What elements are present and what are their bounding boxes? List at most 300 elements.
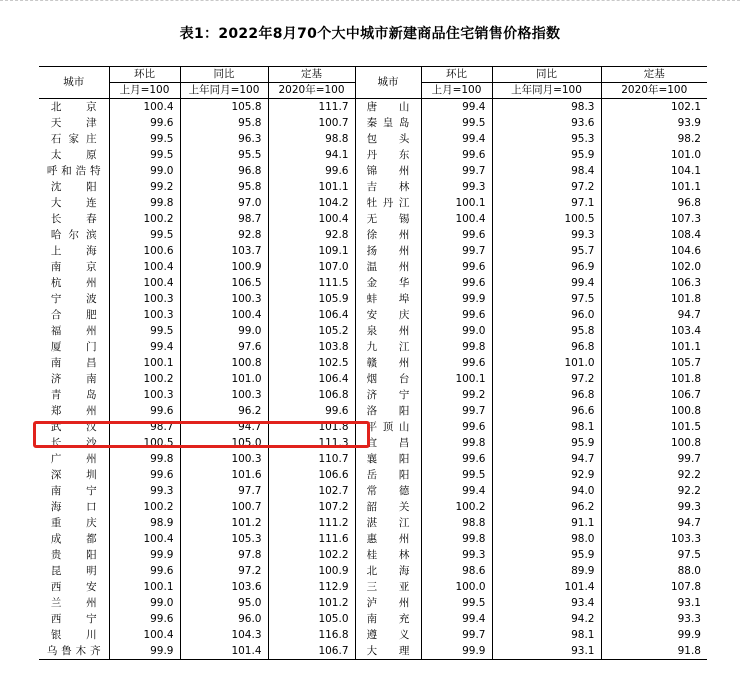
header-base-sub-left: 2020年=100 <box>268 83 355 99</box>
cell-mom-left: 100.3 <box>109 387 180 403</box>
cell-mom-right: 99.7 <box>421 403 492 419</box>
cell-city-left: 济 南 <box>50 373 97 385</box>
cell-mom-right: 99.3 <box>421 179 492 195</box>
cell-base-right: 104.1 <box>670 165 701 177</box>
cell-yoy-left: 96.3 <box>180 131 268 147</box>
cell-city-left: 银 川 <box>50 629 97 641</box>
cell-base-left: 92.8 <box>268 227 355 243</box>
cell-city-left-wrap <box>39 339 109 355</box>
cell-yoy-right: 93.6 <box>492 115 601 131</box>
cell-yoy-right: 98.4 <box>492 163 601 179</box>
header-mom-left: 环比 <box>109 67 180 83</box>
cell-yoy-right: 98.3 <box>492 99 601 116</box>
cell-city-left: 长 沙 <box>50 437 97 449</box>
cell-mom-right: 99.6 <box>421 259 492 275</box>
cell-mom-right: 99.4 <box>421 611 492 627</box>
table-body <box>39 99 707 660</box>
cell-base-right: 92.2 <box>677 485 701 497</box>
cell-mom-left: 100.2 <box>109 499 180 515</box>
cell-city-right: 牡 丹 江 <box>366 197 410 209</box>
cell-yoy-left: 100.7 <box>180 499 268 515</box>
header-yoy-right: 同比 <box>492 67 601 83</box>
cell-yoy-left: 100.3 <box>180 451 268 467</box>
cell-city-left-wrap <box>39 147 109 163</box>
table-row <box>39 163 707 179</box>
cell-yoy-right: 96.0 <box>492 307 601 323</box>
cell-base-right: 105.7 <box>670 357 701 369</box>
cell-city-left: 天 津 <box>50 117 97 129</box>
cell-yoy-right: 95.8 <box>492 323 601 339</box>
cell-yoy-left: 97.8 <box>180 547 268 563</box>
cell-city-right: 岳 阳 <box>366 469 410 481</box>
cell-city-left-wrap <box>39 179 109 195</box>
cell-yoy-right: 95.7 <box>492 243 601 259</box>
cell-mom-right: 99.4 <box>421 99 492 116</box>
cell-mom-left: 99.6 <box>109 467 180 483</box>
cell-mom-right: 98.6 <box>421 563 492 579</box>
cell-yoy-left: 97.2 <box>180 563 268 579</box>
cell-mom-left: 99.0 <box>109 163 180 179</box>
cell-base-left: 106.7 <box>268 643 355 660</box>
table-row <box>39 323 707 339</box>
cell-city-left: 郑 州 <box>50 405 97 417</box>
cell-city-right: 赣 州 <box>366 357 410 369</box>
cell-base-right: 91.8 <box>677 645 701 657</box>
cell-mom-right: 99.0 <box>421 323 492 339</box>
cell-city-right-wrap <box>355 403 421 419</box>
cell-city-left: 北 京 <box>50 101 97 113</box>
cell-base-left: 111.2 <box>268 515 355 531</box>
cell-base-left: 105.0 <box>268 611 355 627</box>
cell-city-right: 无 锡 <box>366 213 410 225</box>
cell-base-left: 112.9 <box>268 579 355 595</box>
cell-mom-left: 100.2 <box>109 371 180 387</box>
cell-base-right: 100.8 <box>670 405 701 417</box>
cell-base-left: 100.4 <box>268 211 355 227</box>
cell-yoy-left: 97.7 <box>180 483 268 499</box>
table-row <box>39 307 707 323</box>
cell-base-right: 107.3 <box>670 213 701 225</box>
cell-yoy-right: 96.6 <box>492 403 601 419</box>
header-base-left: 定基 <box>268 67 355 83</box>
cell-city-left: 杭 州 <box>50 277 97 289</box>
cell-city-left: 兰 州 <box>50 597 97 609</box>
cell-base-left: 111.5 <box>268 275 355 291</box>
cell-mom-right: 100.2 <box>421 499 492 515</box>
table-row <box>39 115 707 131</box>
cell-base-right: 99.7 <box>677 453 701 465</box>
cell-yoy-right: 98.0 <box>492 531 601 547</box>
cell-mom-left: 98.7 <box>109 419 180 435</box>
cell-city-left-wrap <box>39 531 109 547</box>
cell-mom-left: 99.6 <box>109 403 180 419</box>
cell-city-right: 秦 皇 岛 <box>366 117 410 129</box>
cell-city-right-wrap <box>355 627 421 643</box>
cell-yoy-left: 100.3 <box>180 291 268 307</box>
cell-city-left-wrap <box>39 387 109 403</box>
cell-city-left: 大 连 <box>50 197 97 209</box>
cell-base-right: 101.8 <box>670 373 701 385</box>
cell-mom-right: 99.6 <box>421 307 492 323</box>
table-row <box>39 147 707 163</box>
cell-yoy-right: 101.4 <box>492 579 601 595</box>
cell-city-left-wrap <box>39 451 109 467</box>
cell-yoy-left: 103.7 <box>180 243 268 259</box>
cell-city-right-wrap <box>355 227 421 243</box>
cell-city-left-wrap <box>39 323 109 339</box>
cell-city-left: 长 春 <box>50 213 97 225</box>
cell-city-right: 宜 昌 <box>366 437 410 449</box>
cell-yoy-right: 97.5 <box>492 291 601 307</box>
cell-base-left: 102.7 <box>268 483 355 499</box>
cell-city-right-wrap <box>355 595 421 611</box>
cell-city-right-wrap <box>355 387 421 403</box>
header-mom-right: 环比 <box>421 67 492 83</box>
cell-city-right: 扬 州 <box>366 245 410 257</box>
table-row <box>39 259 707 275</box>
cell-city-right-wrap <box>355 483 421 499</box>
cell-city-left-wrap <box>39 643 109 660</box>
cell-base-left: 103.8 <box>268 339 355 355</box>
highlight-box <box>33 421 370 448</box>
cell-base-right: 102.0 <box>670 261 701 273</box>
cell-mom-right: 99.5 <box>421 115 492 131</box>
cell-mom-right: 99.3 <box>421 547 492 563</box>
cell-yoy-right: 96.9 <box>492 259 601 275</box>
cell-yoy-left: 95.8 <box>180 115 268 131</box>
cell-city-left-wrap <box>39 483 109 499</box>
cell-mom-right: 99.8 <box>421 339 492 355</box>
cell-base-right: 94.7 <box>677 517 701 529</box>
cell-city-right: 三 亚 <box>366 581 410 593</box>
cell-yoy-left: 105.8 <box>180 99 268 116</box>
cell-base-right: 93.3 <box>677 613 701 625</box>
cell-city-left: 上 海 <box>50 245 97 257</box>
cell-mom-right: 99.5 <box>421 595 492 611</box>
table-row <box>39 275 707 291</box>
cell-yoy-left: 95.8 <box>180 179 268 195</box>
cell-city-left-wrap <box>39 243 109 259</box>
cell-city-left-wrap <box>39 467 109 483</box>
cell-mom-right: 99.6 <box>421 227 492 243</box>
header-mom-sub-right: 上月=100 <box>421 83 492 99</box>
cell-city-right: 泸 州 <box>366 597 410 609</box>
cell-base-right: 94.7 <box>677 309 701 321</box>
cell-city-right-wrap <box>355 643 421 660</box>
cell-mom-left: 99.5 <box>109 227 180 243</box>
cell-city-right-wrap <box>355 371 421 387</box>
cell-city-left-wrap <box>39 227 109 243</box>
cell-base-left: 100.7 <box>268 115 355 131</box>
cell-city-left: 海 口 <box>50 501 97 513</box>
cell-city-left-wrap <box>39 515 109 531</box>
cell-mom-right: 99.7 <box>421 163 492 179</box>
table-row <box>39 99 707 116</box>
cell-city-right-wrap <box>355 131 421 147</box>
cell-city-right: 襄 阳 <box>366 453 410 465</box>
cell-base-right: 92.2 <box>677 469 701 481</box>
cell-city-left-wrap <box>39 403 109 419</box>
cell-yoy-right: 95.3 <box>492 131 601 147</box>
cell-mom-left: 99.6 <box>109 115 180 131</box>
cell-mom-left: 99.5 <box>109 323 180 339</box>
cell-city-right: 惠 州 <box>366 533 410 545</box>
cell-mom-left: 99.9 <box>109 643 180 660</box>
cell-base-right: 101.1 <box>670 341 701 353</box>
cell-city-left-wrap <box>39 627 109 643</box>
table-row <box>39 403 707 419</box>
cell-city-right: 唐 山 <box>366 101 410 113</box>
cell-city-right: 安 庆 <box>366 309 410 321</box>
cell-yoy-left: 101.2 <box>180 515 268 531</box>
cell-city-right: 北 海 <box>366 565 410 577</box>
cell-city-right-wrap <box>355 467 421 483</box>
cell-mom-left: 100.4 <box>109 531 180 547</box>
cell-city-right: 吉 林 <box>366 181 410 193</box>
cell-city-right-wrap <box>355 211 421 227</box>
table-row <box>39 467 707 483</box>
page-top-divider <box>0 0 740 1</box>
cell-city-left: 成 都 <box>50 533 97 545</box>
cell-mom-right: 99.7 <box>421 627 492 643</box>
cell-city-right: 韶 关 <box>366 501 410 513</box>
cell-base-left: 109.1 <box>268 243 355 259</box>
header-yoy-sub-right: 上年同月=100 <box>492 83 601 99</box>
table-row <box>39 371 707 387</box>
cell-yoy-left: 98.7 <box>180 211 268 227</box>
cell-base-left: 99.6 <box>268 163 355 179</box>
table-row <box>39 339 707 355</box>
cell-base-right: 106.7 <box>670 389 701 401</box>
cell-mom-right: 99.6 <box>421 419 492 435</box>
cell-base-left: 111.7 <box>268 99 355 116</box>
cell-city-left: 广 州 <box>50 453 97 465</box>
cell-base-right: 93.9 <box>677 117 701 129</box>
cell-yoy-right: 98.1 <box>492 627 601 643</box>
cell-city-left-wrap <box>39 355 109 371</box>
cell-mom-left: 100.4 <box>109 259 180 275</box>
cell-yoy-left: 104.3 <box>180 627 268 643</box>
cell-yoy-left: 105.3 <box>180 531 268 547</box>
cell-city-left-wrap <box>39 259 109 275</box>
cell-city-left: 太 原 <box>50 149 97 161</box>
table-row <box>39 227 707 243</box>
cell-yoy-right: 100.5 <box>492 211 601 227</box>
cell-yoy-right: 99.4 <box>492 275 601 291</box>
cell-yoy-right: 97.2 <box>492 179 601 195</box>
cell-city-left: 哈 尔 滨 <box>50 229 97 241</box>
cell-mom-left: 99.8 <box>109 195 180 211</box>
cell-base-left: 106.4 <box>268 371 355 387</box>
table-title: 表1：2022年8月70个大中城市新建商品住宅销售价格指数 <box>179 26 561 42</box>
cell-city-left-wrap <box>39 611 109 627</box>
cell-mom-left: 98.9 <box>109 515 180 531</box>
cell-yoy-left: 100.3 <box>180 387 268 403</box>
header-yoy-sub-left: 上年同月=100 <box>180 83 268 99</box>
cell-mom-right: 100.1 <box>421 195 492 211</box>
cell-city-right-wrap <box>355 307 421 323</box>
cell-city-right-wrap <box>355 531 421 547</box>
cell-base-right: 101.1 <box>670 181 701 193</box>
table-row <box>39 579 707 595</box>
cell-city-right-wrap <box>355 515 421 531</box>
table-row <box>39 291 707 307</box>
cell-city-left: 福 州 <box>50 325 97 337</box>
cell-mom-left: 99.5 <box>109 147 180 163</box>
cell-base-left: 101.1 <box>268 179 355 195</box>
cell-city-right-wrap <box>355 115 421 131</box>
cell-mom-left: 99.0 <box>109 595 180 611</box>
cell-mom-left: 99.8 <box>109 451 180 467</box>
cell-city-left: 深 圳 <box>50 469 97 481</box>
cell-city-left-wrap <box>39 99 109 116</box>
cell-city-right-wrap <box>355 339 421 355</box>
cell-city-left-wrap <box>39 115 109 131</box>
cell-base-left: 110.7 <box>268 451 355 467</box>
cell-mom-right: 99.6 <box>421 355 492 371</box>
cell-yoy-right: 93.4 <box>492 595 601 611</box>
cell-city-left-wrap <box>39 579 109 595</box>
cell-yoy-right: 94.7 <box>492 451 601 467</box>
cell-yoy-right: 92.9 <box>492 467 601 483</box>
cell-mom-left: 99.4 <box>109 339 180 355</box>
cell-base-left: 98.8 <box>268 131 355 147</box>
table-row <box>39 355 707 371</box>
cell-yoy-left: 106.5 <box>180 275 268 291</box>
cell-city-left-wrap <box>39 291 109 307</box>
table-row <box>39 483 707 499</box>
cell-yoy-left: 100.9 <box>180 259 268 275</box>
table-row <box>39 243 707 259</box>
cell-base-left: 106.6 <box>268 467 355 483</box>
cell-city-left: 武 汉 <box>50 421 97 433</box>
cell-city-left: 贵 阳 <box>50 549 97 561</box>
cell-city-right-wrap <box>355 195 421 211</box>
cell-base-left: 99.6 <box>268 403 355 419</box>
cell-mom-right: 99.7 <box>421 243 492 259</box>
cell-base-right: 101.5 <box>670 421 701 433</box>
cell-mom-right: 99.5 <box>421 467 492 483</box>
cell-city-right: 平 顶 山 <box>366 421 410 433</box>
cell-city-right-wrap <box>355 451 421 467</box>
cell-city-left: 厦 门 <box>50 341 97 353</box>
cell-yoy-right: 101.0 <box>492 355 601 371</box>
header-yoy-left: 同比 <box>180 67 268 83</box>
cell-yoy-right: 93.1 <box>492 643 601 660</box>
cell-city-right: 遵 义 <box>366 629 410 641</box>
table-row <box>39 563 707 579</box>
cell-city-right-wrap <box>355 259 421 275</box>
cell-mom-right: 99.9 <box>421 643 492 660</box>
cell-city-right: 包 头 <box>366 133 410 145</box>
cell-city-right: 烟 台 <box>366 373 410 385</box>
cell-base-right: 104.6 <box>670 245 701 257</box>
table-row <box>39 515 707 531</box>
table-row <box>39 387 707 403</box>
cell-city-left-wrap <box>39 499 109 515</box>
cell-yoy-right: 97.2 <box>492 371 601 387</box>
table-row <box>39 499 707 515</box>
cell-mom-left: 100.3 <box>109 291 180 307</box>
cell-base-left: 111.6 <box>268 531 355 547</box>
cell-city-right-wrap <box>355 579 421 595</box>
cell-city-left: 南 昌 <box>50 357 97 369</box>
cell-base-left: 100.9 <box>268 563 355 579</box>
cell-city-left-wrap <box>39 275 109 291</box>
cell-base-right: 96.8 <box>677 197 701 209</box>
cell-city-left: 呼 和 浩 特 <box>46 165 101 177</box>
cell-base-left: 116.8 <box>268 627 355 643</box>
cell-city-left-wrap <box>39 163 109 179</box>
cell-city-left: 沈 阳 <box>50 181 97 193</box>
cell-base-right: 106.3 <box>670 277 701 289</box>
cell-mom-left: 100.1 <box>109 579 180 595</box>
cell-yoy-left: 94.7 <box>180 419 268 435</box>
cell-base-right: 99.3 <box>677 501 701 513</box>
cell-city-right: 大 理 <box>366 645 410 657</box>
cell-yoy-right: 96.8 <box>492 387 601 403</box>
cell-yoy-right: 96.8 <box>492 339 601 355</box>
cell-yoy-left: 95.5 <box>180 147 268 163</box>
cell-city-right-wrap <box>355 563 421 579</box>
cell-mom-left: 100.1 <box>109 355 180 371</box>
header-city-left: 城市 <box>39 67 109 99</box>
cell-mom-right: 100.1 <box>421 371 492 387</box>
cell-city-left-wrap <box>39 371 109 387</box>
cell-yoy-right: 98.1 <box>492 419 601 435</box>
cell-base-right: 100.8 <box>670 437 701 449</box>
cell-yoy-left: 95.0 <box>180 595 268 611</box>
cell-city-right: 南 充 <box>366 613 410 625</box>
cell-mom-right: 99.6 <box>421 451 492 467</box>
cell-yoy-left: 99.0 <box>180 323 268 339</box>
table-row <box>39 611 707 627</box>
cell-city-right: 金 华 <box>366 277 410 289</box>
cell-base-left: 104.2 <box>268 195 355 211</box>
cell-mom-right: 99.8 <box>421 435 492 451</box>
cell-yoy-left: 103.6 <box>180 579 268 595</box>
cell-base-right: 103.3 <box>670 533 701 545</box>
cell-yoy-left: 100.4 <box>180 307 268 323</box>
cell-base-left: 105.9 <box>268 291 355 307</box>
cell-city-left-wrap <box>39 195 109 211</box>
cell-base-right: 93.1 <box>677 597 701 609</box>
cell-yoy-right: 96.2 <box>492 499 601 515</box>
cell-base-left: 107.0 <box>268 259 355 275</box>
cell-base-left: 105.2 <box>268 323 355 339</box>
cell-city-right-wrap <box>355 499 421 515</box>
header-base-right: 定基 <box>601 67 707 83</box>
cell-yoy-left: 105.0 <box>180 435 268 451</box>
cell-base-left: 106.8 <box>268 387 355 403</box>
cell-yoy-left: 101.6 <box>180 467 268 483</box>
cell-city-right-wrap <box>355 243 421 259</box>
price-index-table <box>39 66 707 660</box>
cell-city-right: 温 州 <box>366 261 410 273</box>
cell-base-right: 101.8 <box>670 293 701 305</box>
cell-base-right: 88.0 <box>677 565 701 577</box>
cell-base-left: 102.5 <box>268 355 355 371</box>
cell-mom-left: 100.5 <box>109 435 180 451</box>
cell-base-left: 107.2 <box>268 499 355 515</box>
cell-mom-right: 99.6 <box>421 147 492 163</box>
cell-yoy-left: 101.4 <box>180 643 268 660</box>
cell-base-left: 101.8 <box>268 419 355 435</box>
cell-base-left: 106.4 <box>268 307 355 323</box>
cell-city-left: 西 安 <box>50 581 97 593</box>
cell-mom-left: 100.2 <box>109 211 180 227</box>
table-row <box>39 131 707 147</box>
